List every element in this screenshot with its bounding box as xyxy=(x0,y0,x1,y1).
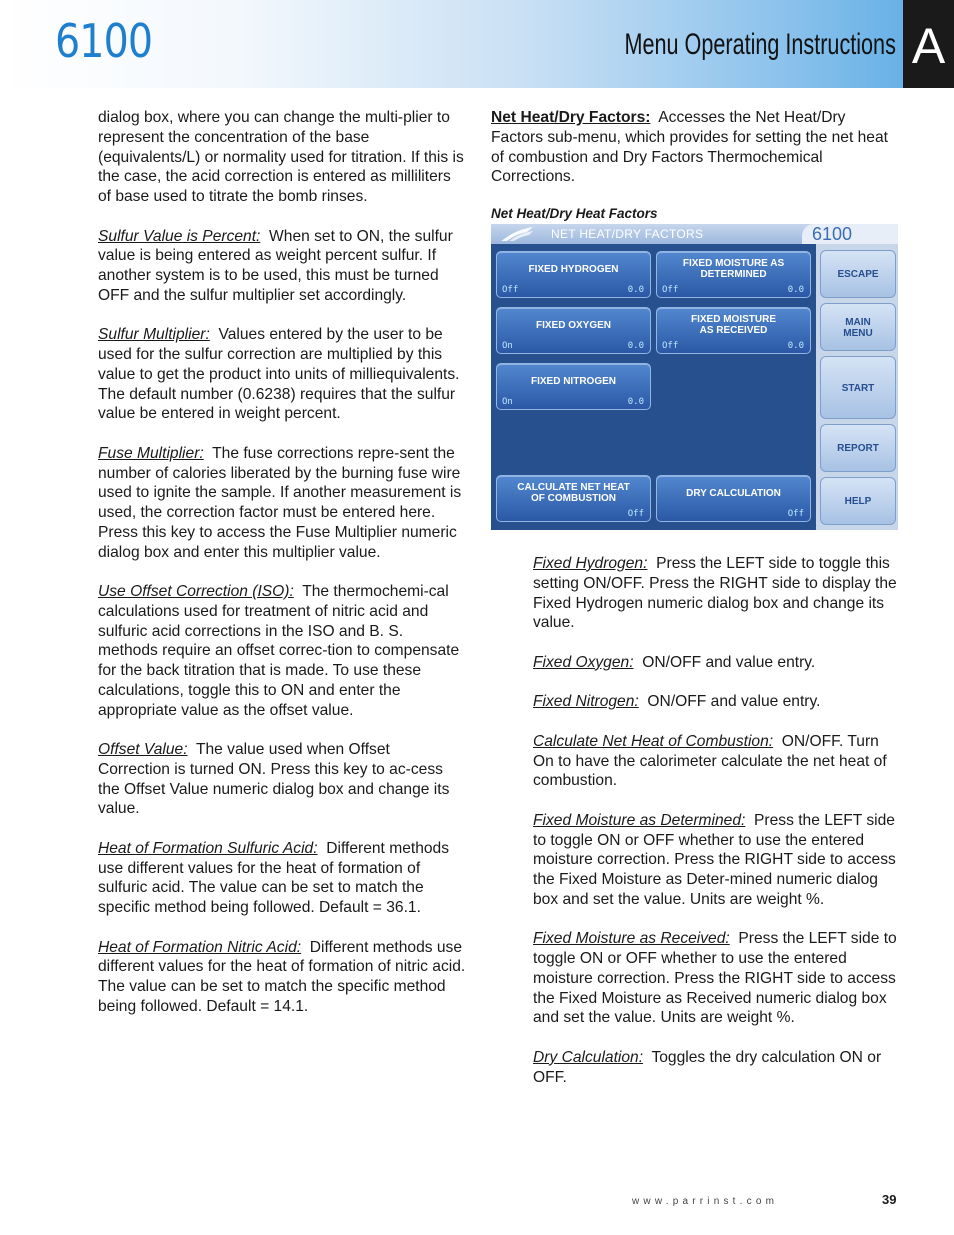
footer-url[interactable]: www.parrinst.com xyxy=(632,1196,779,1207)
fixed-moisture-received-button[interactable]: FIXED MOISTURE AS RECEIVED Off 0.0 xyxy=(656,307,811,354)
calculate-net-heat-button[interactable]: CALCULATE NET HEAT OF COMBUSTION Off xyxy=(496,475,651,522)
term: Net Heat/Dry Factors: xyxy=(491,109,651,126)
screen-model: 6100 xyxy=(802,224,898,244)
fixed-oxygen-button[interactable]: FIXED OXYGEN On 0.0 xyxy=(496,307,651,354)
term: Offset Value: xyxy=(98,741,188,758)
report-button[interactable]: REPORT xyxy=(820,424,896,472)
fixed-nitrogen-button[interactable]: FIXED NITROGEN On 0.0 xyxy=(496,363,651,410)
paragraph: Fixed Oxygen: ON/OFF and value entry. xyxy=(533,653,816,671)
paragraph: Calculate Net Heat of Combustion: ON/OFF. Turn On to have the calorimeter calculate the net heat of combustion. xyxy=(533,732,887,790)
paragraph: Fixed Moisture as Determined: Press the LEFT side to toggle ON or OFF whether to use the entered moisture correction. Press the RIGHT side to access the Fixed Moisture as Deter-mined numeric dialog box and set the value. Units are weight %. xyxy=(533,811,896,908)
left-column xyxy=(98,108,466,1036)
page-number: 39 xyxy=(882,1192,897,1207)
side-button-panel xyxy=(816,244,898,530)
device-screen xyxy=(491,224,898,530)
fixed-moisture-determined-button[interactable]: FIXED MOISTURE AS DETERMINED Off 0.0 xyxy=(656,251,811,298)
paragraph: Fixed Nitrogen: ON/OFF and value entry. xyxy=(533,693,821,711)
term: Fixed Moisture as Received: xyxy=(533,930,730,948)
paragraph: Offset Value: The value used when Offset Correction is turned ON. Press this key to ac-cess the Offset Value numeric dialog box and change its value. xyxy=(98,741,450,818)
dry-calculation-button[interactable]: DRY CALCULATION Off xyxy=(656,475,811,522)
escape-button[interactable]: ESCAPE xyxy=(820,250,896,298)
section-title: Menu Operating Instructions xyxy=(624,28,896,61)
paragraph: Sulfur Value is Percent: When set to ON, the sulfur value is being entered as weight percent sulfur. If another system is to be used, this must be turned OFF and the sulfur multiplier set accordingly. xyxy=(98,227,453,304)
right-column xyxy=(533,554,899,1107)
paragraph: Heat of Formation Nitric Acid: Different methods use different values for the heat of formation of nitric acid. The value can be set to match the specific method being followed. Default = 14.1. xyxy=(98,938,466,1015)
term: Fixed Nitrogen: xyxy=(533,693,639,711)
help-button[interactable]: HELP xyxy=(820,477,896,525)
term: Fixed Hydrogen: xyxy=(533,555,648,572)
start-button[interactable]: START xyxy=(820,356,896,419)
screen-title-bar xyxy=(491,224,898,244)
right-intro xyxy=(491,108,899,207)
term: Calculate Net Heat of Combustion: xyxy=(533,732,774,750)
term: Fixed Oxygen: xyxy=(533,653,634,671)
paragraph: Net Heat/Dry Factors: Accesses the Net Heat/Dry Factors sub-menu, which provides for setting the net heat of combustion and Dry Factors Thermochemical Corrections. xyxy=(491,109,888,186)
paragraph: Heat of Formation Sulfuric Acid: Different methods use different values for the heat of formation of sulfuric acid. The value can be set to match the specific method being followed. Default = 36.1. xyxy=(98,839,450,916)
screen-title: NET HEAT/DRY FACTORS xyxy=(551,227,704,241)
term: Heat of Formation Nitric Acid: xyxy=(98,938,302,956)
term: Use Offset Correction (ISO): xyxy=(98,583,294,600)
term: Dry Calculation: xyxy=(533,1048,644,1066)
paragraph: dialog box, where you can change the multi-plier to represent the concentration of the base (equivalents/L) or normality used for titration. If this is the case, the acid correction is entered as milliliters of base used to titrate the bomb rinses. xyxy=(98,109,464,205)
paragraph: Dry Calculation: Toggles the dry calculation ON or OFF. xyxy=(533,1048,882,1086)
term: Fixed Moisture as Determined: xyxy=(533,811,746,829)
paragraph: Fuse Multiplier: The fuse corrections repre-sent the number of calories liberated by the burning fuse wire used to ignite the sample. If another measurement is used, the correction factor must be entered here. Press this key to access the Fuse Multiplier numeric dialog box and enter this multiplier value. xyxy=(98,444,462,561)
paragraph: Fixed Hydrogen: Press the LEFT side to toggle this setting ON/OFF. Press the RIGHT side to display the Fixed Hydrogen numeric dialog box and change its value. xyxy=(533,555,897,632)
paragraph: Fixed Moisture as Received: Press the LEFT side to toggle ON or OFF whether to use the entered moisture correction. Press the RIGHT side to access the Fixed Moisture as Received numeric dialog box and set the value. Units are weight %. xyxy=(533,930,897,1027)
paragraph: Use Offset Correction (ISO): The thermochemi-cal calculations used for treatment of nitric acid and sulfuric acid corrections in the ISO and B. S. methods require an offset correc-tion to compensate for the back titration that is made. To use these calculations, toggle this to ON and enter the appropriate value as the offset value. xyxy=(98,583,460,719)
main-menu-button[interactable]: MAIN MENU xyxy=(820,303,896,351)
term: Heat of Formation Sulfuric Acid: xyxy=(98,839,318,857)
figure-caption: Net Heat/Dry Heat Factors xyxy=(491,206,658,221)
parr-logo-icon xyxy=(499,226,535,242)
page-header xyxy=(0,0,954,88)
paragraph: Sulfur Multiplier: Values entered by the user to be used for the sulfur correction are multiplied by this value to get the product into units of milliequivalents. The default number (0.6238) requires that the sulfur value be entered in weight percent. xyxy=(98,326,460,423)
term: Sulfur Value is Percent: xyxy=(98,227,261,245)
term: Fuse Multiplier: xyxy=(98,444,204,462)
appendix-tab: A xyxy=(903,0,954,88)
fixed-hydrogen-button[interactable]: FIXED HYDROGEN Off 0.0 xyxy=(496,251,651,298)
model-number: 6100 xyxy=(55,14,153,68)
term: Sulfur Multiplier: xyxy=(98,326,210,344)
